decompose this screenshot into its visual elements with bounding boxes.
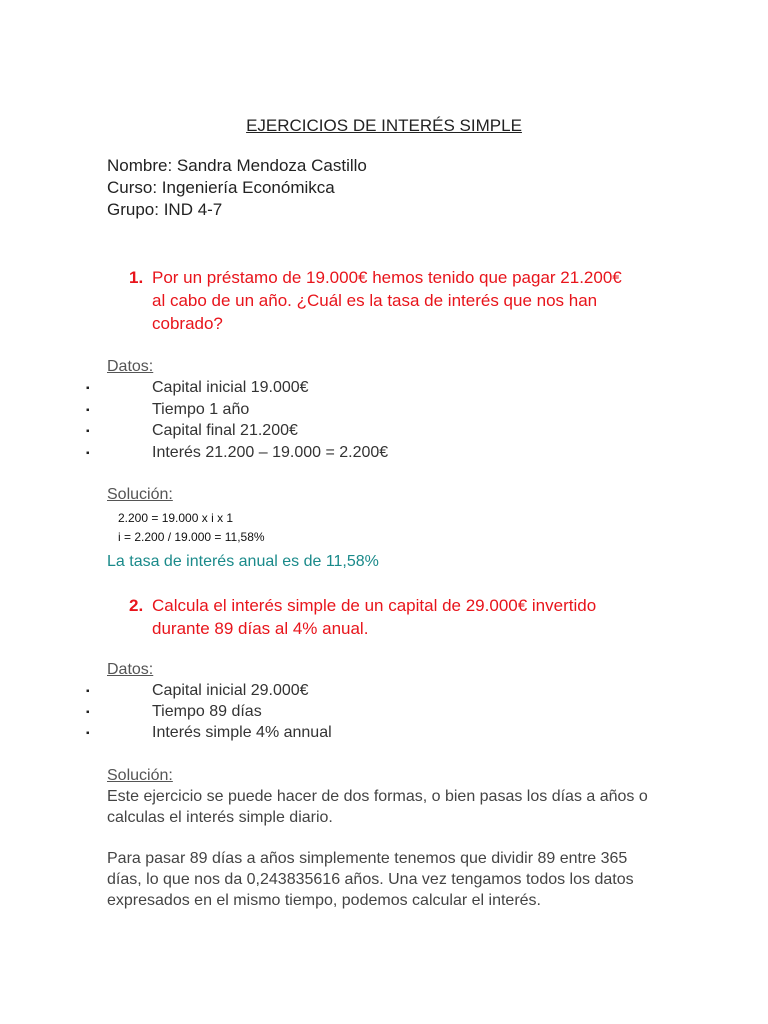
exercise-2-paragraph-1-line-1: Este ejercicio se puede hacer de dos formas, o bien pasas los días a años o [107,788,648,805]
exercise-1-number: 1. [129,268,144,287]
exercise-1-solucion-label: Solución: [107,486,173,503]
exercise-1-datos-label: Datos: [107,358,154,375]
list-item: Interés simple 4% annual [152,724,332,741]
exercise-1-calc-1: 2.200 = 19.000 x i x 1 [118,511,234,525]
group: Grupo: IND 4-7 [107,200,223,219]
exercise-1-calc-2: i = 2.200 / 19.000 = 11,58% [118,530,265,544]
bullet-icon: ▪ [86,405,90,416]
exercise-2-paragraph-2-line-2: días, lo que nos da 0,243835616 años. Una vez tengamos todos los datos [107,871,634,888]
page-title: EJERCICIOS DE INTERÉS SIMPLE [246,116,522,135]
exercise-1-line-3: cobrado? [152,314,223,333]
student-name: Nombre: Sandra Mendoza Castillo [107,156,367,175]
exercise-1-result: La tasa de interés anual es de 11,58% [107,553,379,570]
list-item: Capital final 21.200€ [152,422,298,439]
exercise-1-question [129,268,622,288]
exercise-2-paragraph-2-line-1: Para pasar 89 días a años simplemente tenemos que dividir 89 entre 365 [107,850,628,867]
exercise-2-line-1: Calcula el interés simple de un capital de 29.000€ invertido [152,596,597,615]
exercise-2-line-2: durante 89 días al 4% anual. [152,619,369,638]
bullet-icon: ▪ [86,383,90,394]
list-item: Tiempo 89 días [152,703,262,720]
bullet-icon: ▪ [86,686,90,697]
list-item: Interés 21.200 – 19.000 = 2.200€ [152,444,389,461]
list-item: Tiempo 1 año [152,401,250,418]
bullet-icon: ▪ [86,728,90,739]
exercise-2-number: 2. [129,596,144,615]
bullet-icon: ▪ [86,426,90,437]
exercise-2-solucion-label: Solución: [107,767,173,784]
exercise-2-paragraph-2-line-3: expresados en el mismo tiempo, podemos calcular el interés. [107,892,541,909]
exercise-1-line-1: Por un préstamo de 19.000€ hemos tenido que pagar 21.200€ [152,268,622,287]
bullet-icon: ▪ [86,707,90,718]
exercise-2-datos-label: Datos: [107,661,154,678]
exercise-1-line-2: al cabo de un año. ¿Cuál es la tasa de interés que nos han [152,291,598,310]
list-item: Capital inicial 29.000€ [152,682,309,699]
list-item: Capital inicial 19.000€ [152,379,309,396]
course: Curso: Ingeniería Económikca [107,178,335,197]
exercise-2-paragraph-1-line-2: calculas el interés simple diario. [107,809,333,826]
bullet-icon: ▪ [86,448,90,459]
exercise-2-question [129,596,596,616]
